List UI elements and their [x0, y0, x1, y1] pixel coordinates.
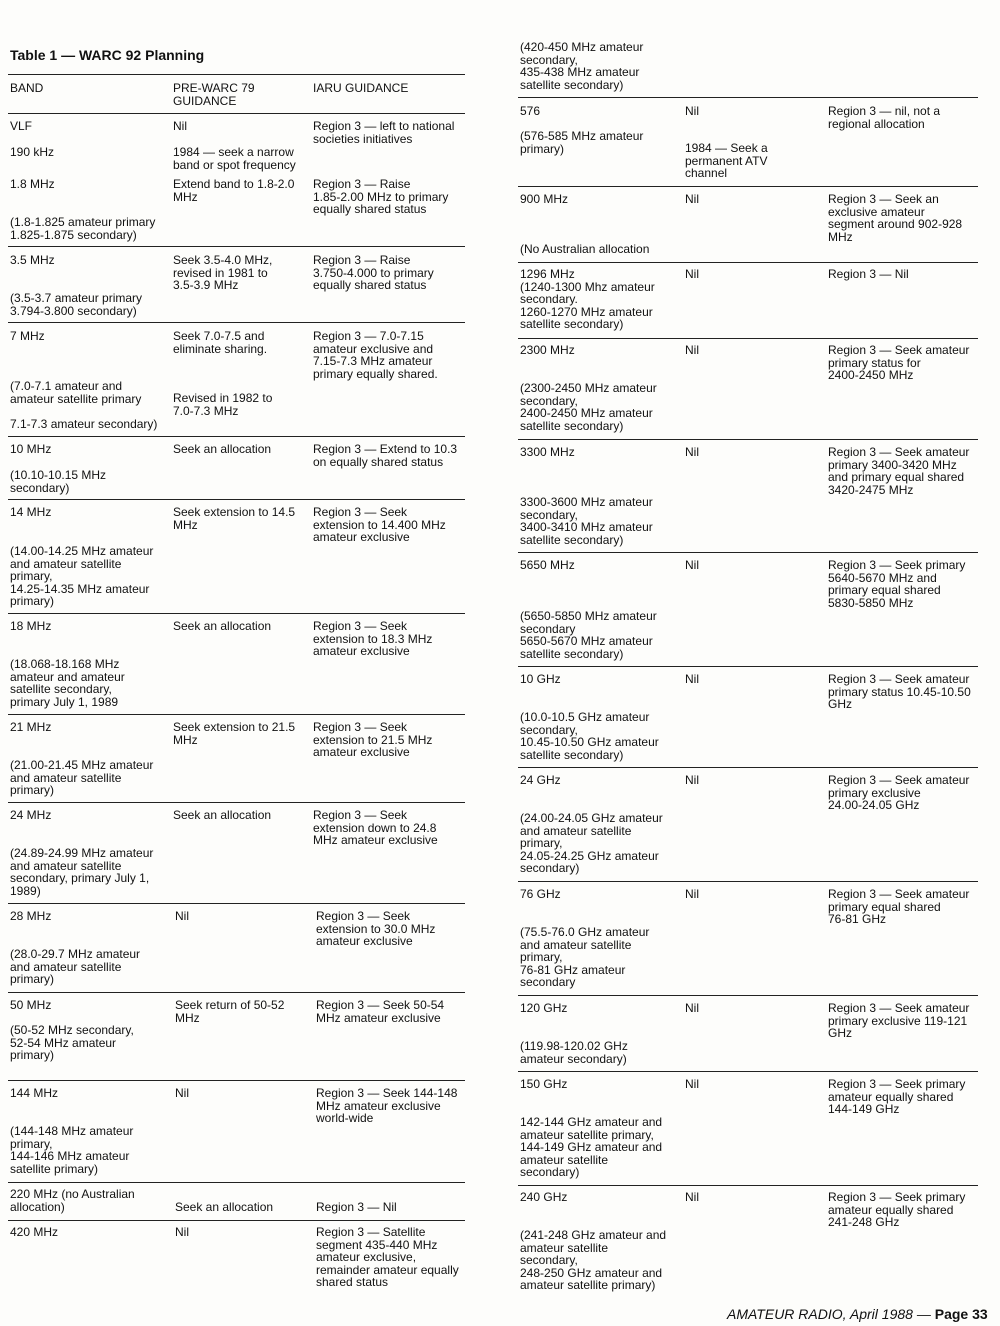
allocation-note: (10.10-10.15 MHz secondary)	[10, 468, 107, 495]
band-cell: 144 MHz	[10, 1086, 59, 1100]
iaru-cell: Region 3 — Seek extension to 18.3 MHz amateur exclusive	[313, 619, 433, 659]
prewarc-cell: Nil	[175, 1225, 189, 1239]
iaru-cell: Region 3 — Seek amateur primary equal shared 76-81 GHz	[828, 887, 970, 927]
allocation-note: (2300-2450 MHz amateur secondary, 2400-2450 MHz amateur satellite secondary)	[520, 381, 657, 433]
prewarc-cell: Nil	[175, 909, 189, 923]
allocation-note: (5650-5850 MHz amateur secondary 5650-5670 MHz amateur satellite secondary)	[520, 609, 657, 661]
allocation-note: (3.5-3.7 amateur primary 3.794-3.800 secondary)	[10, 291, 143, 318]
band-cell: 50 MHz	[10, 998, 52, 1012]
row-divider	[518, 1185, 978, 1186]
prewarc-cell: Nil	[685, 192, 699, 206]
row-divider	[8, 1080, 465, 1081]
row-divider	[518, 186, 978, 187]
row-divider	[518, 439, 978, 440]
iaru-cell: Region 3 — Nil	[828, 267, 909, 281]
row-divider	[8, 436, 465, 437]
row-divider	[518, 995, 978, 996]
allocation-note: (24.89-24.99 MHz amateur and amateur satellite secondary, primary July 1, 1989)	[10, 846, 154, 898]
allocation-note: (14.00-14.25 MHz amateur and amateur satellite primary, 14.25-14.35 MHz amateur primary)	[10, 544, 154, 609]
allocation-note: (28.0-29.7 MHz amateur and amateur satellite primary)	[10, 947, 141, 987]
band-cell: 150 GHz	[520, 1077, 568, 1091]
iaru-cell: Region 3 — Seek extension to 14.400 MHz amateur exclusive	[313, 505, 446, 545]
row-divider	[8, 613, 465, 614]
row-divider	[8, 499, 465, 500]
iaru-cell: Region 3 — Satellite segment 435-440 MHz amateur exclusive, remainder amateur equally shared status	[316, 1225, 459, 1290]
prewarc-revision: 1984 — Seek a permanent ATV channel	[685, 141, 768, 181]
iaru-cell: Region 3 — Nil	[316, 1200, 397, 1214]
iaru-cell: Region 3 — Seek primary amateur equally shared 241-248 GHz	[828, 1190, 966, 1230]
iaru-cell: Region 3 — Raise 3.750-4.000 to primary equally shared status	[313, 253, 434, 293]
header-top-rule	[8, 74, 465, 75]
iaru-cell: Region 3 — Seek amateur primary status 10.45-10.50 GHz	[828, 672, 971, 712]
prewarc-cell: Seek extension to 21.5 MHz	[173, 720, 296, 747]
band-cell: 24 GHz	[520, 773, 561, 787]
header-bottom-rule	[8, 113, 465, 114]
band-cell: 21 MHz	[10, 720, 52, 734]
band-cell: 220 MHz (no Australian allocation)	[10, 1187, 135, 1214]
prewarc-cell: Nil	[685, 887, 699, 901]
allocation-note: (241-248 GHz amateur and amateur satellite secondary, 248-250 GHz amateur and amateur satellite primary)	[520, 1228, 667, 1293]
band-cell: 576	[520, 104, 541, 118]
band-cell: 190 kHz	[10, 145, 55, 159]
band-cell: VLF	[10, 119, 33, 133]
band-cell: 120 GHz	[520, 1001, 568, 1015]
allocation-note: (10.0-10.5 GHz amateur secondary, 10.45-10.50 GHz amateur satellite secondary)	[520, 710, 659, 762]
allocation-note: 142-144 GHz amateur and amateur satellite primary, 144-149 GHz amateur and amateur satellite secondary)	[520, 1115, 663, 1180]
allocation-note: (1.8-1.825 amateur primary 1.825-1.875 secondary)	[10, 215, 156, 242]
iaru-cell: Region 3 — Seek an exclusive amateur segment around 902-928 MHz	[828, 192, 963, 244]
row-divider	[8, 322, 465, 323]
prewarc-cell: Nil	[685, 1077, 699, 1091]
row-divider	[518, 1071, 978, 1072]
prewarc-cell: Nil	[685, 672, 699, 686]
prewarc-cell: 1984 — seek a narrow band or spot frequency	[173, 145, 296, 172]
allocation-note: (7.0-7.1 amateur and amateur satellite primary	[10, 379, 142, 406]
prewarc-cell: Seek 7.0-7.5 and eliminate sharing.	[173, 329, 268, 356]
allocation-note: (576-585 MHz amateur primary)	[520, 129, 644, 156]
row-divider	[8, 714, 465, 715]
issue-date: , April 1988 —	[842, 1306, 935, 1322]
band-cell: 76 GHz	[520, 887, 561, 901]
row-divider	[8, 903, 465, 904]
iaru-cell: Region 3 — nil, not a regional allocation	[828, 104, 941, 131]
band-cell: 10 GHz	[520, 672, 561, 686]
band-cell: 28 MHz	[10, 909, 52, 923]
row-divider	[518, 881, 978, 882]
prewarc-cell: Nil	[685, 343, 699, 357]
iaru-cell: Region 3 — Extend to 10.3 on equally shared status	[313, 442, 458, 469]
allocation-note: (18.068-18.168 MHz amateur and amateur satellite secondary, primary July 1, 1989	[10, 657, 125, 709]
band-cell: 5650 MHz	[520, 558, 575, 572]
allocation-note: (21.00-21.45 MHz amateur and amateur satellite primary)	[10, 758, 154, 798]
iaru-cell: Region 3 — Seek extension to 21.5 MHz amateur exclusive	[313, 720, 433, 760]
prewarc-cell: Seek an allocation	[173, 442, 272, 456]
band-cell: 1.8 MHz	[10, 177, 55, 191]
band-cell: 18 MHz	[10, 619, 52, 633]
prewarc-cell: Nil	[685, 558, 699, 572]
allocation-note: (24.00-24.05 GHz amateur and amateur satellite primary, 24.05-24.25 GHz amateur secondary)	[520, 811, 663, 876]
prewarc-cell: Seek an allocation	[173, 619, 272, 633]
band-cell: 14 MHz	[10, 505, 52, 519]
iaru-cell: Region 3 — Seek amateur primary status for 2400-2450 MHz	[828, 343, 970, 383]
prewarc-cell: Seek an allocation	[175, 1200, 274, 1214]
band-cell: 10 MHz	[10, 442, 52, 456]
iaru-cell: Region 3 — Seek amateur primary exclusive 24.00-24.05 GHz	[828, 773, 970, 813]
prewarc-cell: Seek return of 50-52 MHz	[175, 998, 285, 1025]
prewarc-cell: Nil	[685, 445, 699, 459]
allocation-note: 7.1-7.3 amateur secondary)	[10, 417, 158, 431]
iaru-cell: Region 3 — Seek primary 5640-5670 MHz and primary equal shared 5830-5850 MHz	[828, 558, 966, 610]
band-cell: 3.5 MHz	[10, 253, 55, 267]
allocation-note: (420-450 MHz amateur secondary, 435-438 MHz amateur satellite secondary)	[520, 40, 644, 92]
prewarc-cell: Nil	[685, 1001, 699, 1015]
prewarc-cell: Nil	[175, 1086, 189, 1100]
band-cell: 2300 MHz	[520, 343, 575, 357]
allocation-note: (50-52 MHz secondary, 52-54 MHz amateur primary)	[10, 1023, 134, 1063]
band-cell: 24 MHz	[10, 808, 52, 822]
allocation-note: (119.98-120.02 GHz amateur secondary)	[520, 1039, 628, 1066]
prewarc-cell: Nil	[685, 773, 699, 787]
prewarc-cell: Seek 3.5-4.0 MHz, revised in 1981 to 3.5-3.9 MHz	[173, 253, 273, 293]
row-divider	[518, 97, 978, 98]
page-footer	[727, 1306, 988, 1322]
row-divider	[518, 552, 978, 553]
iaru-cell: Region 3 — Seek 50-54 MHz amateur exclusive	[316, 998, 445, 1025]
iaru-cell: Region 3 — Seek amateur primary 3400-3420 MHz and primary equal shared 3420-2475 MHz	[828, 445, 970, 497]
prewarc-revision: Revised in 1982 to 7.0-7.3 MHz	[173, 391, 273, 418]
iaru-cell: Region 3 — Seek primary amateur equally shared 144-149 GHz	[828, 1077, 966, 1117]
row-divider	[518, 767, 978, 768]
header-iaru: IARU GUIDANCE	[313, 81, 409, 95]
iaru-cell: Region 3 — 7.0-7.15 amateur exclusive and 7.15-7.3 MHz amateur primary equally shared.	[313, 329, 438, 381]
iaru-cell: Region 3 — Seek amateur primary exclusive 119-121 GHz	[828, 1001, 970, 1041]
iaru-cell: Region 3 — Raise 1.85-2.00 MHz to primary equally shared status	[313, 177, 449, 217]
table-title: Table 1 — WARC 92 Planning	[10, 47, 205, 63]
band-cell: 420 MHz	[10, 1225, 59, 1239]
prewarc-cell: Nil	[685, 267, 699, 281]
row-divider	[8, 246, 465, 247]
band-cell: 900 MHz	[520, 192, 569, 206]
allocation-note: (No Australian allocation	[520, 242, 650, 256]
row-divider	[8, 1182, 465, 1183]
row-divider	[8, 1220, 465, 1221]
iaru-cell: Region 3 — Seek extension down to 24.8 MHz amateur exclusive	[313, 808, 438, 848]
header-prewarc: PRE-WARC 79 GUIDANCE	[173, 81, 255, 108]
allocation-note: (144-148 MHz amateur primary, 144-146 MHz amateur satellite primary)	[10, 1124, 134, 1176]
prewarc-cell: Seek extension to 14.5 MHz	[173, 505, 296, 532]
prewarc-cell: Extend band to 1.8-2.0 MHz	[173, 177, 295, 204]
row-divider	[8, 992, 465, 993]
iaru-cell: Region 3 — Seek extension to 30.0 MHz amateur exclusive	[316, 909, 436, 949]
allocation-note: (75.5-76.0 GHz amateur and amateur satellite primary, 76-81 GHz amateur secondary	[520, 925, 650, 990]
band-cell: 240 GHz	[520, 1190, 568, 1204]
allocation-note: 3300-3600 MHz amateur secondary, 3400-3410 MHz amateur satellite secondary)	[520, 495, 653, 547]
iaru-cell: Region 3 — Seek 144-148 MHz amateur exclusive world-wide	[316, 1086, 458, 1126]
row-divider	[518, 666, 978, 667]
row-divider	[8, 802, 465, 803]
prewarc-cell: Nil	[685, 1190, 699, 1204]
header-band: BAND	[10, 81, 44, 95]
iaru-cell: Region 3 — left to national societies initiatives	[313, 119, 455, 146]
row-divider	[518, 262, 978, 263]
page-number: Page 33	[934, 1306, 988, 1322]
magazine-name: AMATEUR RADIO	[727, 1306, 843, 1322]
row-divider	[518, 338, 978, 339]
band-cell: 1296 MHz (1240-1300 Mhz amateur secondary. 1260-1270 MHz amateur satellite secondary)	[520, 267, 655, 332]
prewarc-cell: Seek an allocation	[173, 808, 272, 822]
band-cell: 7 MHz	[10, 329, 45, 343]
prewarc-cell: Nil	[173, 119, 187, 133]
band-cell: 3300 MHz	[520, 445, 575, 459]
prewarc-cell: Nil	[685, 104, 699, 118]
